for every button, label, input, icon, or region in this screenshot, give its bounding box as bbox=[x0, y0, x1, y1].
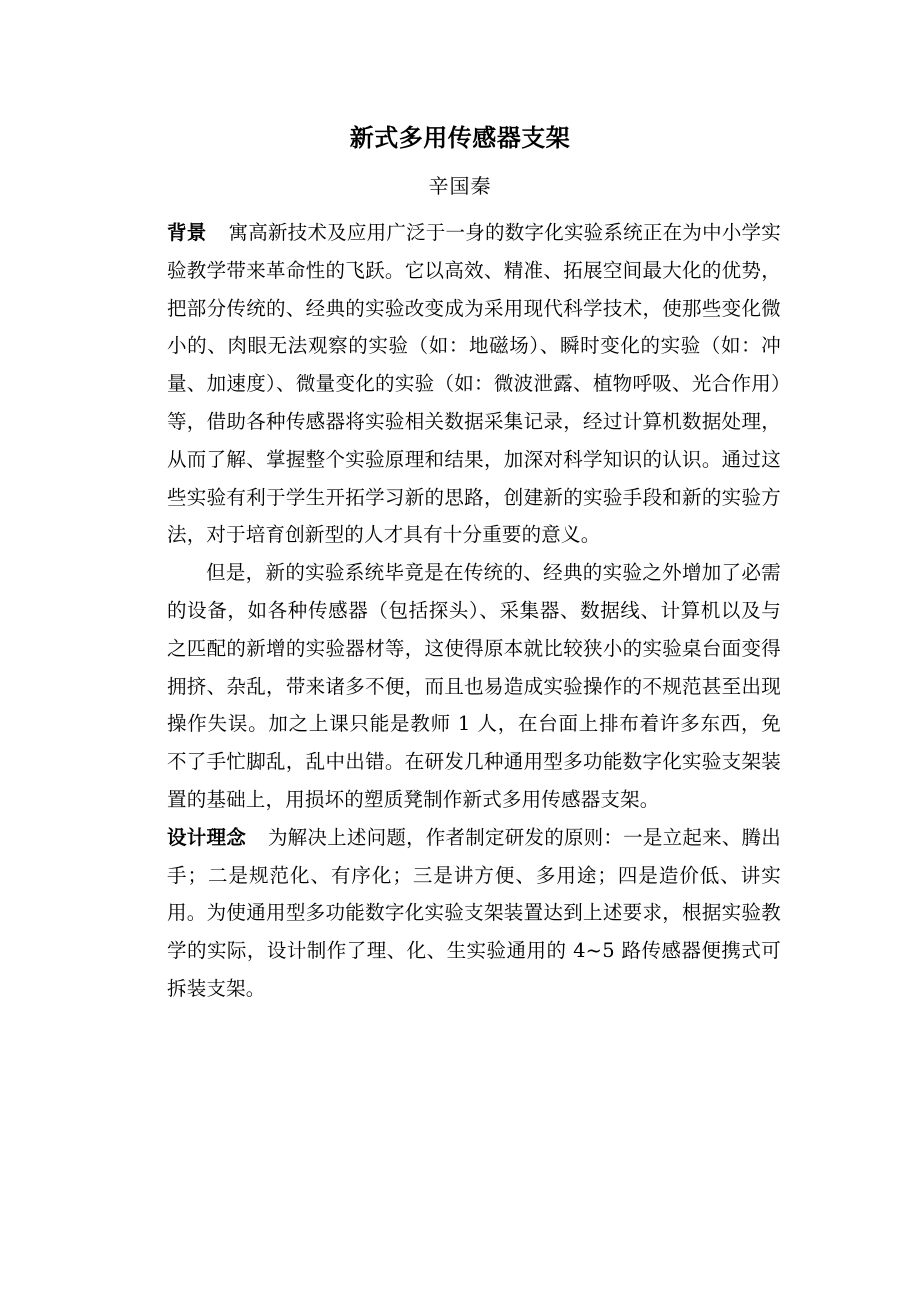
section-heading-background: 背景 bbox=[167, 221, 207, 244]
author-name: 辛国秦 bbox=[428, 174, 492, 198]
paragraph-text: 为解决上述问题，作者制定研发的原则：一是立起来、腾出手；二是规范化、有序化；三是讲方便、多用途；四是造价低、讲实用。为使通用型多功能数字化实验支架装置达到上述要求，根据实验教学的实际，设计制作了理、化、生实验通用的 4~5 路传感器便携式可拆装支架。 bbox=[167, 825, 781, 1000]
paragraph-problem bbox=[167, 554, 781, 819]
paragraph-text: 但是，新的实验系统毕竟是在传统的、经典的实验之外增加了必需的设备，如各种传感器（包括探头）、采集器、数据线、计算机以及与之匹配的新增的实验器材等，这使得原本就比较狭小的实验桌台面变得拥挤、杂乱，带来诸多不便，而且也易造成实验操作的不规范甚至出现操作失误。加之上课只能是教师 1 人，在台面上排布着许多东西，免不了手忙脚乱，乱中出错。在研发几种通用型多功能数字化实验支架装置的基础上，用损坏的塑质凳制作新式多用传感器支架。 bbox=[167, 561, 781, 811]
paragraph-text: 寓高新技术及应用广泛于一身的数字化实验系统正在为中小学实验教学带来革命性的飞跃。它以高效、精准、拓展空间最大化的优势，把部分传统的、经典的实验改变成为采用现代科学技术，使那些变化微小的、肉眼无法观察的实验（如：地磁场）、瞬时变化的实验（如：冲量、加速度）、微量变化的实验（如：微波泄露、植物呼吸、光合作用）等，借助各种传感器将实验相关数据采集记录，经过计算机数据处理，从而了解、掌握整个实验原理和结果，加深对科学知识的认识。通过这些实验有利于学生开拓学习新的思路，创建新的实验手段和新的实验方法，对于培育创新型的人才具有十分重要的意义。 bbox=[167, 221, 781, 547]
document-body bbox=[167, 214, 781, 1008]
paragraph-design-concept bbox=[167, 819, 781, 1008]
document-title: 新式多用传感器支架 bbox=[349, 124, 571, 152]
paragraph-background bbox=[167, 214, 781, 554]
section-heading-design-concept: 设计理念 bbox=[167, 825, 246, 849]
